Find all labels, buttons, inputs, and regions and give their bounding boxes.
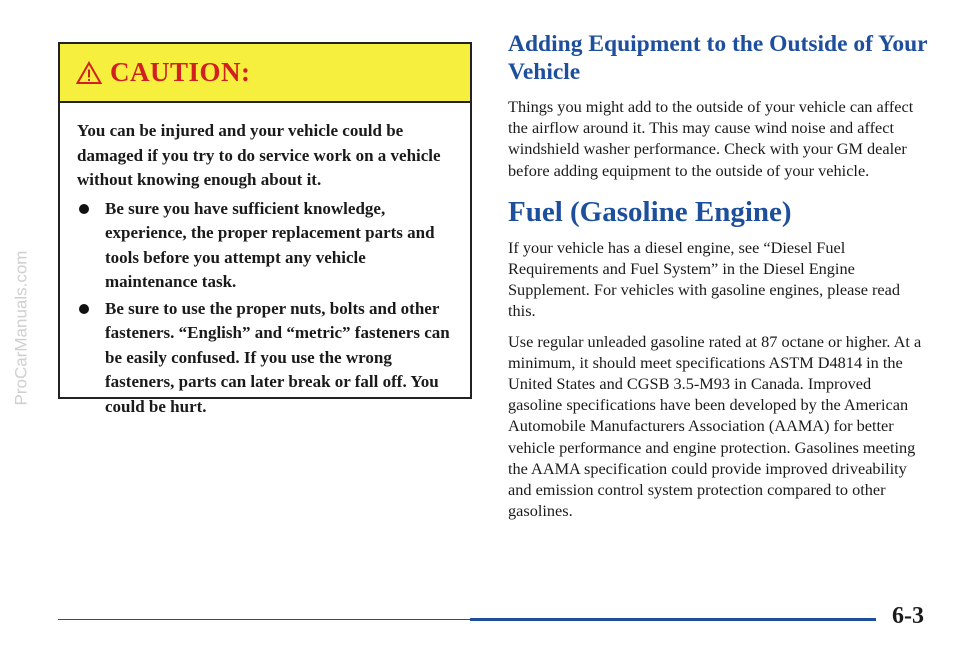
caution-bullet — [77, 297, 456, 420]
warning-triangle-icon — [76, 61, 102, 85]
watermark-text: ProCarManuals.com — [11, 250, 31, 405]
caution-intro: You can be injured and your vehicle could be damaged if you try to do service work on a vehicle without knowing enough about it. — [77, 121, 441, 189]
caution-bullet-text: Be sure to use the proper nuts, bolts and other fasteners. “English” and “metric” fasteners can be easily confused. If you use the wrong fasteners, parts can later break or fall off. You could be hurt. — [105, 298, 450, 416]
section-paragraph: Things you might add to the outside of your vehicle can affect the airflow around it. This may cause wind noise and affect windshield washer performance. Check with your GM dealer before adding equipment to the outside of your vehicle. — [508, 97, 914, 180]
bullet-dot-icon — [79, 204, 89, 214]
right-column — [508, 30, 928, 530]
caution-title: CAUTION: — [110, 57, 251, 87]
section-paragraph: Use regular unleaded gasoline rated at 87 octane or higher. At a minimum, it should meet specifications ASTM D4814 in the United States and CGSB 3.5-M93 in Canada. Improved gasoline specifications have been developed by the American Automobile Manufacturers Association (AAMA) for better vehicle performance and engine protection. Gasolines meeting the AAMA specification could provide improved driveability and emission control system protection compared to other gasolines. — [508, 331, 922, 521]
watermark — [4, 0, 38, 655]
caution-bullet-list — [77, 197, 456, 420]
bullet-dot-icon — [79, 304, 89, 314]
section-paragraph: If your vehicle has a diesel engine, see “Diesel Fuel Requirements and Fuel System” in the Diesel Engine Supplement. For vehicles with gasoline engines, please read this. — [508, 237, 901, 321]
section-heading-adding-equipment: Adding Equipment to the Outside of Your Vehicle — [508, 31, 928, 85]
caution-box — [58, 42, 472, 416]
caution-header — [60, 44, 470, 103]
caution-body — [60, 103, 470, 419]
section-heading-fuel: Fuel (Gasoline Engine) — [508, 195, 792, 228]
caution-bullet — [77, 197, 456, 295]
footer-rule-accent — [470, 618, 876, 621]
page-number: 6-3 — [892, 603, 924, 629]
caution-bullet-text: Be sure you have sufficient knowledge, experience, the proper replacement parts and tools before you attempt any vehicle maintenance task. — [105, 198, 435, 291]
